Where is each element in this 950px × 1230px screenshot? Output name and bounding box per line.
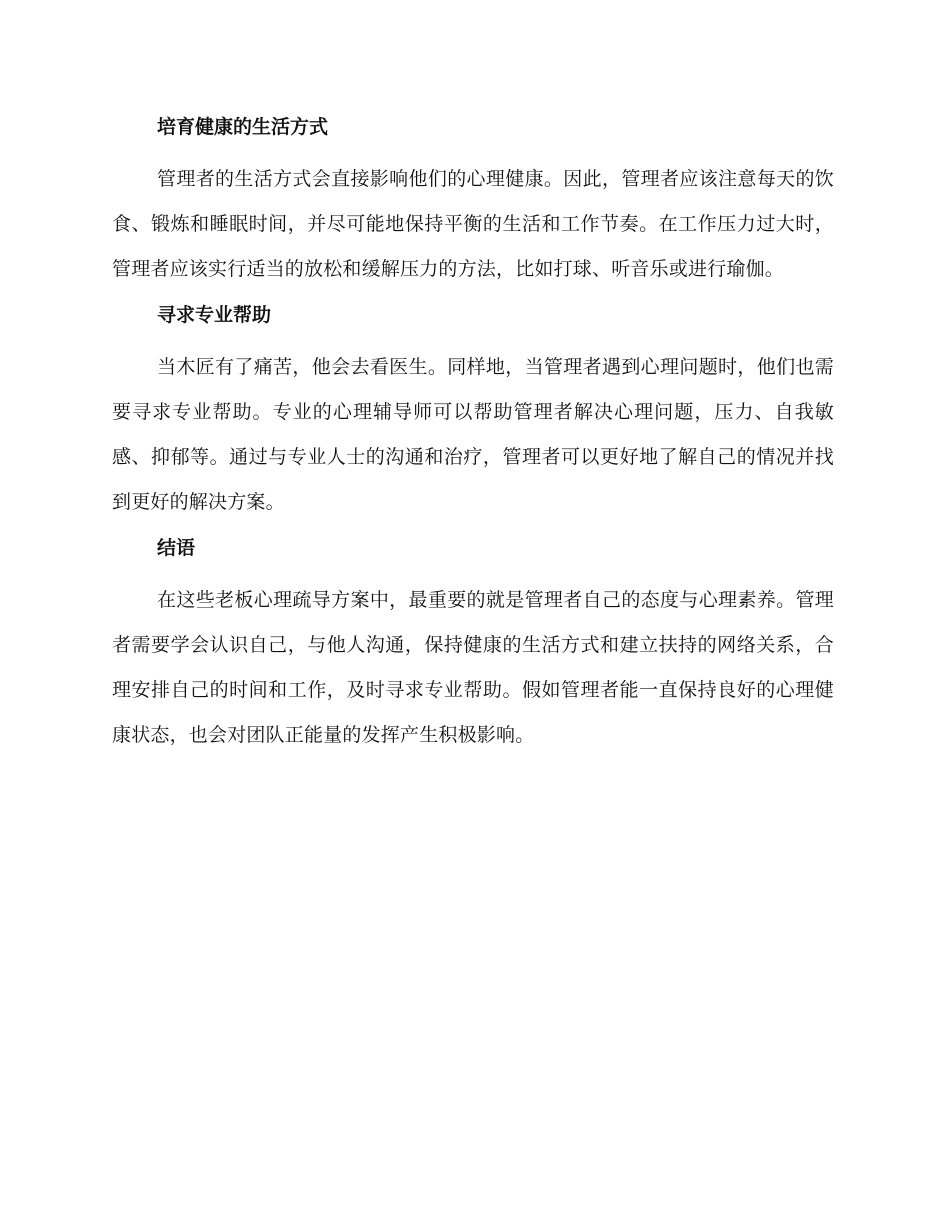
section-conclusion <box>112 533 834 758</box>
section-heading: 寻求专业帮助 <box>157 304 272 326</box>
section-heading: 培育健康的生活方式 <box>157 116 329 138</box>
section-professional-help <box>112 300 834 525</box>
section-heading: 结语 <box>157 537 196 559</box>
document-body <box>112 112 834 766</box>
section-paragraph: 管理者的生活方式会直接影响他们的心理健康。因此，管理者应该注意每天的饮食、锻炼和睡眠时间，并尽可能地保持平衡的生活和工作节奏。在工作压力过大时，管理者应该实行适当的放松和缓解压力的方法，比如打球、听音乐或进行瑜伽。 <box>112 168 834 280</box>
section-paragraph: 在这些老板心理疏导方案中，最重要的就是管理者自己的态度与心理素养。管理者需要学会认识自己，与他人沟通，保持健康的生活方式和建立扶持的网络关系，合理安排自己的时间和工作，及时寻求专业帮助。假如管理者能一直保持良好的心理健康状态，也会对团队正能量的发挥产生积极影响。 <box>112 589 834 746</box>
section-healthy-lifestyle <box>112 112 834 292</box>
section-paragraph: 当木匠有了痛苦，他会去看医生。同样地，当管理者遇到心理问题时，他们也需要寻求专业帮助。专业的心理辅导师可以帮助管理者解决心理问题，压力、自我敏感、抑郁等。通过与专业人士的沟通和治疗，管理者可以更好地了解自己的情况并找到更好的解决方案。 <box>112 356 834 513</box>
